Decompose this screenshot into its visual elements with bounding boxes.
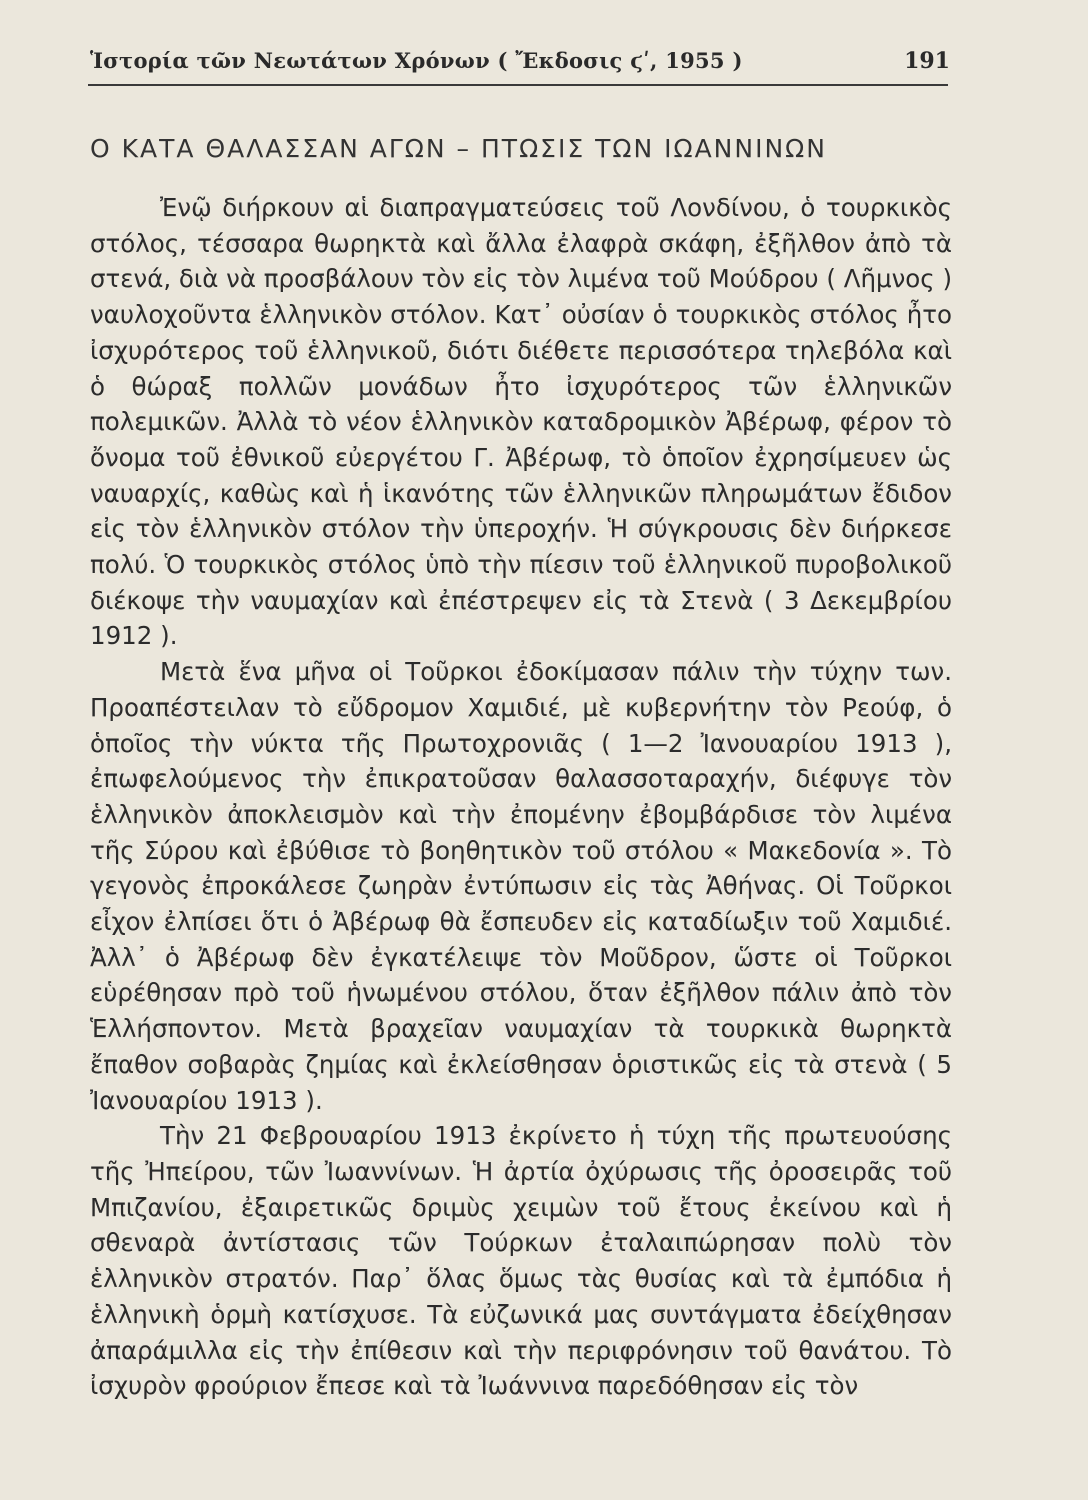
body-text xyxy=(90,190,952,1404)
paragraph-naval-battle: Ἐνῷ διήρκουν αἱ διαπραγματεύσεις τοῦ Λονδίνου, ὁ τουρκικὸς στόλος, τέσσαρα θωρηκτὰ καὶ ἄλλα ἐλαφρὰ σκάφη, ἐξῆλθον ἀπὸ τὰ στενά, διὰ νὰ προσβάλουν τὸν εἰς τὸν λιμένα τοῦ Μούδρου ( Λῆμνος ) ναυλοχοῦντα ἑλληνικὸν στόλον. Κατ᾽ οὐσίαν ὁ τουρκικὸς στόλος ἦτο ἰσχυρότερος τοῦ ἑλληνικοῦ, διότι διέθετε περισσότερα τηλεβόλα καὶ ὁ θώραξ πολλῶν μονάδων ἦτο ἰσχυρότερος τῶν ἑλληνικῶν πολεμικῶν. Ἀλλὰ τὸ νέον ἑλληνικὸν καταδρομικὸν Ἀβέρωφ, φέρον τὸ ὄνομα τοῦ ἐθνικοῦ εὐεργέτου Γ. Ἀβέρωφ, τὸ ὁποῖον ἐχρησίμευεν ὡς ναυαρχίς, καθὼς καὶ ἡ ἱκανότης τῶν ἑλληνικῶν πληρωμάτων ἔδιδον εἰς τὸν ἑλληνικὸν στόλον τὴν ὑπεροχήν. Ἡ σύγκρουσις δὲν διήρκεσε πολύ. Ὁ τουρκικὸς στόλος ὑπὸ τὴν πίεσιν τοῦ ἑλληνικοῦ πυροβολικοῦ διέκοψε τὴν ναυμαχίαν καὶ ἐπέστρεψεν εἰς τὰ Στενὰ ( 3 Δεκεμβρίου 1912 ). xyxy=(90,193,953,651)
running-header xyxy=(88,44,948,86)
section-title: Ο ΚΑΤΑ ΘΑΛΑΣΣΑΝ ΑΓΩΝ – ΠΤΩΣΙΣ ΤΩΝ ΙΩΑΝΝΙΝΩΝ xyxy=(90,134,827,163)
paragraph-ioannina: Τὴν 21 Φεβρουαρίου 1913 ἐκρίνετο ἡ τύχη τῆς πρωτευούσης τῆς Ἠπείρου, τῶν Ἰωαννίνων. Ἡ ἀρτία ὀχύρωσις τῆς ὀροσειρᾶς τοῦ Μπιζανίου, ἐξαιρετικῶς δριμὺς χειμὼν τοῦ ἔτους ἐκείνου καὶ ἡ σθεναρὰ ἀντίστασις τῶν Τούρκων ἐταλαιπώρησαν πολὺ τὸν ἑλληνικὸν στρατόν. Παρ᾽ ὅλας ὅμως τὰς θυσίας καὶ τὰ ἐμπόδια ἡ ἑλληνικὴ ὁρμὴ κατίσχυσε. Τὰ εὐζωνικά μας συντάγματα ἐδείχθησαν ἀπαράμιλλα εἰς τὴν ἐπίθεσιν καὶ τὴν περιφρόνησιν τοῦ θανάτου. Τὸ ἰσχυρὸν φρούριον ἔπεσε καὶ τὰ Ἰωάννινα παρεδόθησαν εἰς τὸν xyxy=(90,1121,952,1401)
paragraph-hamidie: Μετὰ ἕνα μῆνα οἱ Τοῦρκοι ἐδοκίμασαν πάλιν τὴν τύχην των. Προαπέστειλαν τὸ εὔδρομον Χαμιδιέ, μὲ κυβερνήτην τὸν Ρεούφ, ὁ ὁποῖος τὴν νύκτα τῆς Πρωτοχρονιᾶς ( 1—2 Ἰανουαρίου 1913 ), ἐπωφελούμενος τὴν ἐπικρατοῦσαν θαλασσοταραχήν, διέφυγε τὸν ἑλληνικὸν ἀποκλεισμὸν καὶ τὴν ἐπομένην ἐβομβάρδισε τὸν λιμένα τῆς Σύρου καὶ ἐβύθισε τὸ βοηθητικὸν τοῦ στόλου « Μακεδονία ». Τὸ γεγονὸς ἐπροκάλεσε ζωηρὰν ἐντύπωσιν εἰς τὰς Ἀθήνας. Οἱ Τοῦρκοι εἶχον ἐλπίσει ὅτι ὁ Ἀβέρωφ θὰ ἔσπευδεν εἰς καταδίωξιν τοῦ Χαμιδιέ. Ἀλλ᾽ ὁ Ἀβέρωφ δὲν ἐγκατέλειψε τὸν Μοῦδρον, ὥστε οἱ Τοῦρκοι εὑρέθησαν πρὸ τοῦ ἡνωμένου στόλου, ὅταν ἐξῆλθον πάλιν ἀπὸ τὸν Ἑλλήσποντον. Μετὰ βραχεῖαν ναυμαχίαν τὰ τουρκικὰ θωρηκτὰ ἔπαθον σοβαρὰς ζημίας καὶ ἐκλείσθησαν ὁριστικῶς εἰς τὰ στενὰ ( 5 Ἰανουαρίου 1913 ). xyxy=(90,657,952,1115)
page-number: 191 xyxy=(904,48,950,74)
running-title: Ἱστορία τῶν Νεωτάτων Χρόνων ( Ἔκδοσις ϛʹ, 1955 ) xyxy=(90,48,743,73)
